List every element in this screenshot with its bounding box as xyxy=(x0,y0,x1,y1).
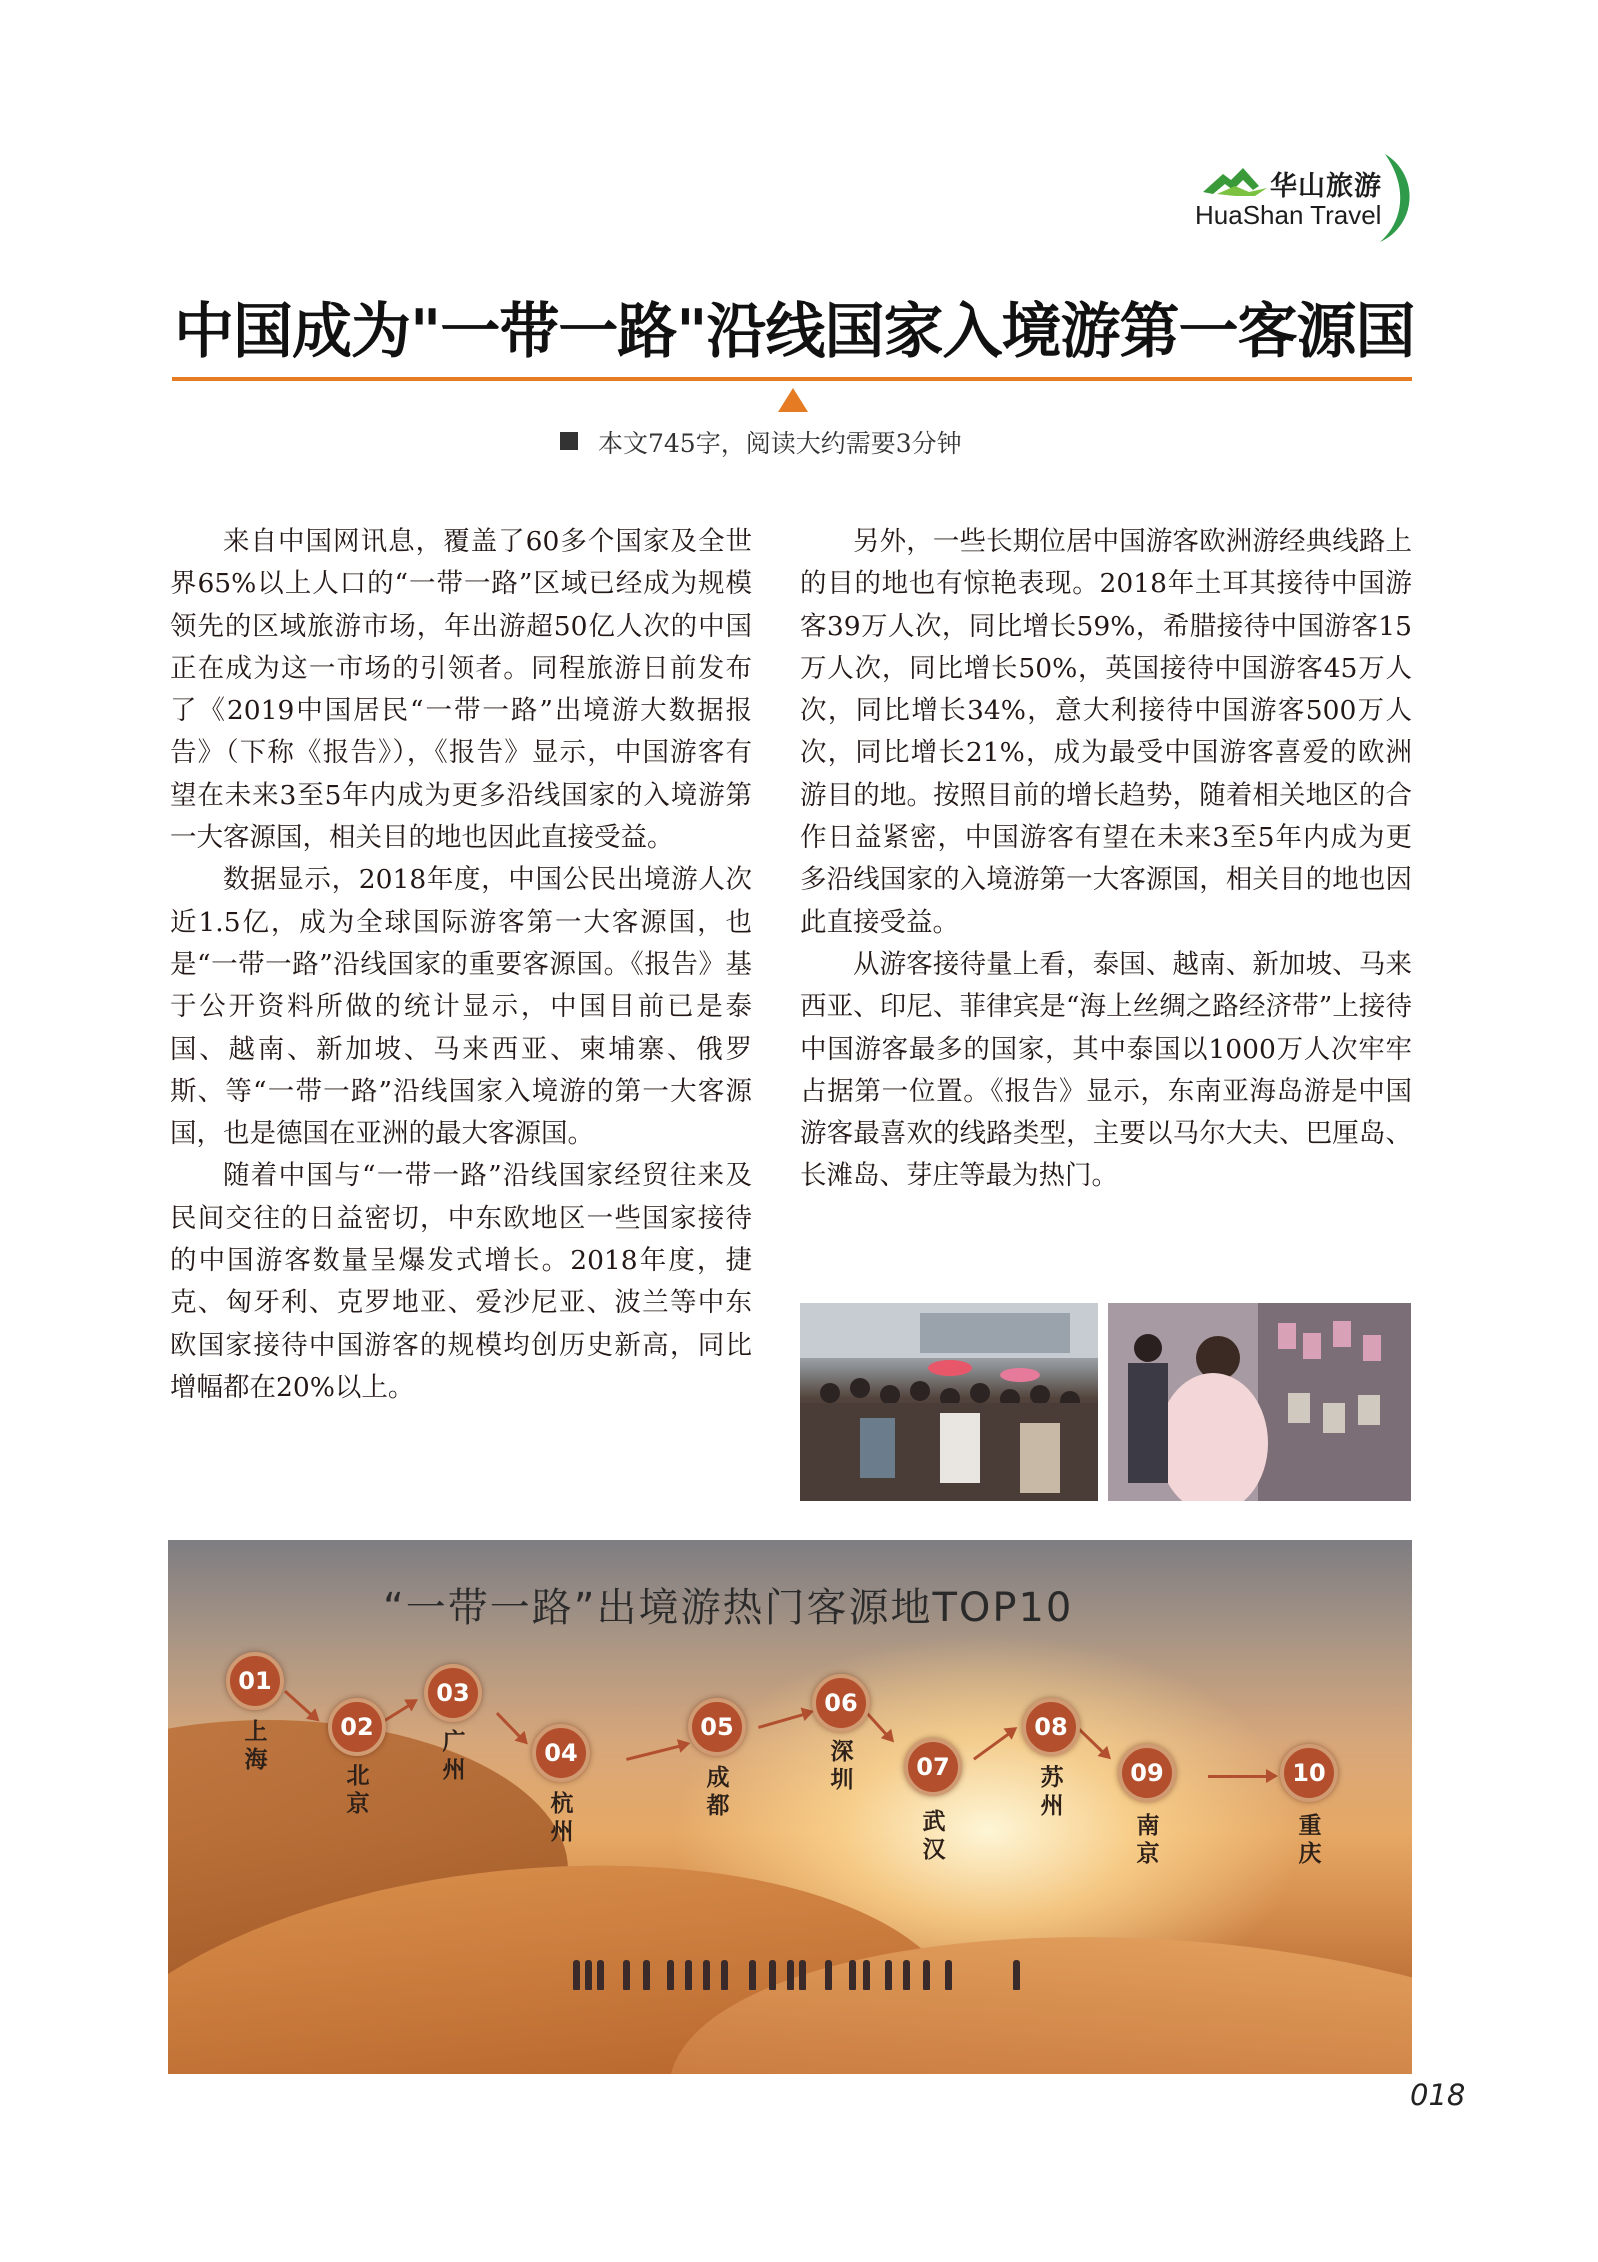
article-column-left xyxy=(170,521,752,1409)
path-arrow-icon xyxy=(284,1690,317,1720)
triangle-marker-icon xyxy=(778,388,808,412)
rank-node-01: 01 xyxy=(226,1652,284,1710)
paragraph: 从游客接待量上看，泰国、越南、新加坡、马来西亚、印尼、菲律宾是“海上丝绸之路经济带”上接待中国游客最多的国家，其中泰国以1000万人次牢牢占据第一位置。《报告》显示，东南亚海岛游是中国游客最喜欢的线路类型，主要以马尔大夫、巴厘岛、长滩岛、芽庄等最为热门。 xyxy=(800,948,1412,1192)
logo-english-text: HuaShan Travel xyxy=(1195,200,1382,230)
rank-node-03: 03 xyxy=(424,1664,482,1722)
rank-node-09: 09 xyxy=(1118,1744,1176,1802)
top10-banner xyxy=(168,1540,1412,2074)
tourist-crowd-photo xyxy=(800,1303,1098,1501)
path-arrow-icon xyxy=(758,1711,811,1729)
banner-title: “一带一路”出境游热门客源地TOP10 xyxy=(383,1585,1074,1631)
article-column-right xyxy=(800,521,1412,1198)
rank-node-08: 08 xyxy=(1022,1698,1080,1756)
read-time-text: 本文745字，阅读大约需要3分钟 xyxy=(598,429,962,458)
city-label: 成都 xyxy=(706,1765,730,1819)
paragraph: 随着中国与“一带一路”沿线国家经贸往来及民间交往的日益密切，中东欧地区一些国家接待的中国游客数量呈爆发式增长。2018年度，捷克、匈牙利、克罗地亚、爱沙尼亚、波兰等中东欧国家接待中国游客的规模均创历史新高，同比增幅都在20%以上。 xyxy=(170,1160,752,1403)
title-underline xyxy=(172,377,1412,381)
shopping-woman-photo xyxy=(1108,1303,1411,1501)
rank-node-10: 10 xyxy=(1280,1744,1338,1802)
paragraph: 数据显示，2018年度，中国公民出境游人次近1.5亿，成为全球国际游客第一大客源国，也是“一带一路”沿线国家的重要客源国。《报告》基于公开资料所做的统计显示，中国目前已是泰国、越南、新加坡、马来西亚、柬埔寨、俄罗斯、等“一带一路”沿线国家入境游的第一大客源国，也是德国在亚洲的最大客源国。 xyxy=(170,864,752,1150)
paragraph: 另外，一些长期位居中国游客欧洲游经典线路上的目的地也有惊艳表现。2018年土耳其接待中国游客39万人次，同比增长59%，希腊接待中国游客15万人次，同比增长50%，英国接待中国游客45万人次，同比增长34%，意大利接待中国游客500万人次，同比增长21%，成为最受中国游客喜爱的欧洲游目的地。按照目前的增长趋势，随着相关地区的合作日益紧密，中国游客有望在未来3至5年内成为更多沿线国家的入境游第一大客源国，相关目的地也因此直接受益。 xyxy=(800,526,1412,938)
paragraph: 来自中国网讯息，覆盖了60多个国家及全世界65%以上人口的“一带一路”区域已经成为规模领先的区域旅游市场，年出游超50亿人次的中国正在成为这一市场的引领者。同程旅游日前发布了《2019中国居民“一带一路”出境游大数据报告》（下称《报告》），《报告》显示，中国游客有望在未来3至5年内成为更多沿线国家的入境游第一大客源国，相关目的地也因此直接受益。 xyxy=(170,526,752,854)
square-bullet-icon xyxy=(560,432,578,450)
city-label: 杭州 xyxy=(550,1791,574,1845)
page-number: 018 xyxy=(1410,2078,1466,2112)
article-title: 中国成为"一带一路"沿线国家入境游第一客源国 xyxy=(174,297,1415,367)
city-label: 北京 xyxy=(346,1763,370,1817)
city-label: 重庆 xyxy=(1298,1813,1322,1867)
city-label: 南京 xyxy=(1136,1813,1160,1867)
city-label: 上海 xyxy=(244,1719,268,1773)
city-label: 深圳 xyxy=(830,1739,854,1793)
path-arrow-icon xyxy=(1208,1775,1274,1778)
rank-node-04: 04 xyxy=(532,1724,590,1782)
rank-node-06: 06 xyxy=(812,1674,870,1732)
huashan-travel-logo xyxy=(1195,150,1420,245)
logo-chinese-text: 华山旅游 xyxy=(1270,171,1382,202)
rank-node-07: 07 xyxy=(904,1738,962,1796)
path-arrow-icon xyxy=(496,1712,526,1743)
path-arrow-icon xyxy=(973,1729,1015,1761)
read-time xyxy=(560,424,1040,460)
path-arrow-icon xyxy=(1078,1728,1109,1758)
path-arrow-icon xyxy=(626,1743,687,1761)
city-label: 武汉 xyxy=(922,1809,946,1863)
city-label: 广州 xyxy=(442,1729,466,1783)
rank-node-05: 05 xyxy=(688,1698,746,1756)
rank-node-02: 02 xyxy=(328,1698,386,1756)
city-label: 苏州 xyxy=(1040,1765,1064,1819)
walkers-silhouette xyxy=(573,1950,1033,1990)
